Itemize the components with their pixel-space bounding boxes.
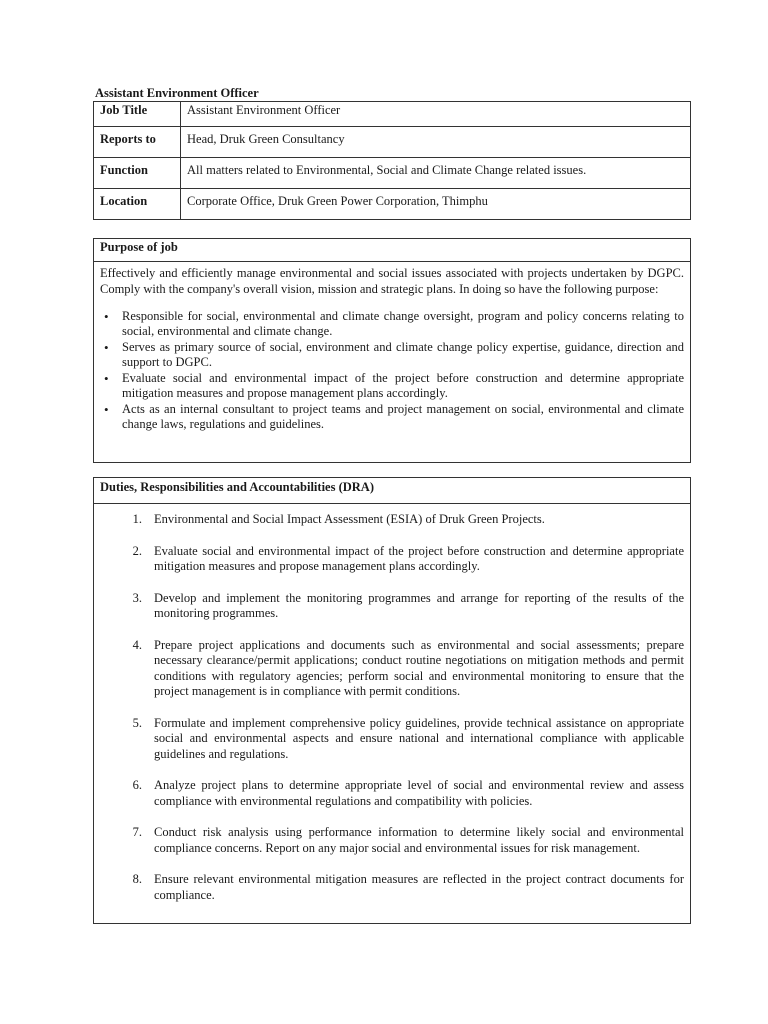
purpose-heading: Purpose of job: [94, 239, 690, 262]
dra-item-number: 2.: [132, 543, 142, 558]
purpose-intro: Effectively and efficiently manage environmental and social issues associated with projects undertaken by DGPC. Comply with the company's overall vision, mission and strategic plans. In doing so have the following purpose:: [100, 266, 684, 296]
dra-item: [94, 544, 684, 575]
dra-item-text: Formulate and implement comprehensive policy guidelines, provide technical assistance on appropriate social and environmental aspects and ensure national and international compliance with applicable guidelines and regulations.: [154, 715, 684, 761]
purpose-bullet: • Evaluate social and environmental impact of the project before construction and determine appropriate mitigation measures and propose management plans accordingly.: [100, 371, 684, 401]
function-label: Function: [94, 158, 181, 189]
dra-list: [94, 504, 690, 903]
dra-item: [94, 778, 684, 809]
dra-item-number: 5.: [132, 715, 142, 730]
dra-item: [94, 638, 684, 700]
dra-item-number: 3.: [132, 590, 142, 605]
dra-item-text: Environmental and Social Impact Assessment (ESIA) of Druk Green Projects.: [154, 512, 545, 526]
job-info-table: [93, 101, 691, 220]
purpose-bullet: • Responsible for social, environmental and climate change oversight, program and policy concerns relating to social, environmental and climate change.: [100, 309, 684, 339]
dra-item-text: Evaluate social and environmental impact of the project before construction and determine appropriate mitigation measures and propose management plans accordingly.: [154, 543, 684, 573]
purpose-body: [94, 262, 690, 432]
dra-item-text: Conduct risk analysis using performance information to determine likely social and environmental compliance concerns. Report on any major social and environmental issues for risk management.: [154, 825, 684, 855]
dra-item: [94, 716, 684, 763]
dra-item-number: 6.: [132, 778, 142, 792]
purpose-bullet: • Acts as an internal consultant to project teams and project management on social, environmental and climate change laws, regulations and guidelines.: [100, 402, 684, 432]
table-row: [94, 158, 691, 189]
table-row: [94, 102, 691, 127]
dra-item: [94, 872, 684, 903]
dra-item-text: Ensure relevant environmental mitigation measures are reflected in the project contract documents for compliance.: [154, 872, 684, 902]
dra-item-number: 4.: [132, 637, 142, 652]
dra-item-number: 7.: [132, 825, 142, 839]
reports-to-value: Head, Druk Green Consultancy: [181, 127, 691, 158]
dra-item-number: 1.: [132, 512, 142, 526]
dra-section: [93, 477, 691, 924]
dra-item: [94, 591, 684, 622]
purpose-section: [93, 238, 691, 463]
job-title-value: Assistant Environment Officer: [181, 102, 691, 127]
dra-item-text: Analyze project plans to determine appropriate level of social and environmental review and assess compliance with environmental regulations and compatibility with policies.: [154, 778, 684, 808]
location-value: Corporate Office, Druk Green Power Corporation, Thimphu: [181, 189, 691, 220]
purpose-bullet-list: [100, 309, 684, 432]
location-label: Location: [94, 189, 181, 220]
dra-heading: Duties, Responsibilities and Accountabilities (DRA): [94, 478, 690, 504]
dra-item: [94, 825, 684, 856]
purpose-bullet: • Serves as primary source of social, environment and climate change policy expertise, guidance, direction and support to DGPC.: [100, 340, 684, 370]
table-row: [94, 127, 691, 158]
function-value: All matters related to Environmental, Social and Climate Change related issues.: [181, 158, 691, 189]
reports-to-label: Reports to: [94, 127, 181, 158]
table-row: [94, 189, 691, 220]
dra-item: [94, 512, 684, 528]
dra-item-text: Develop and implement the monitoring programmes and arrange for reporting of the results of the monitoring programmes.: [154, 590, 684, 620]
job-title-label: Job Title: [94, 102, 181, 127]
dra-item-number: 8.: [132, 872, 142, 886]
dra-item-text: Prepare project applications and documents such as environmental and social assessments; prepare necessary clearance/permit applications; conduct routine negotiations on mitigation methods and permit conditions with regulatory agencies; perform social and environmental monitoring to ensure that the project management is in compliance with permit conditions.: [154, 637, 684, 698]
document-title: Assistant Environment Officer: [95, 86, 259, 100]
